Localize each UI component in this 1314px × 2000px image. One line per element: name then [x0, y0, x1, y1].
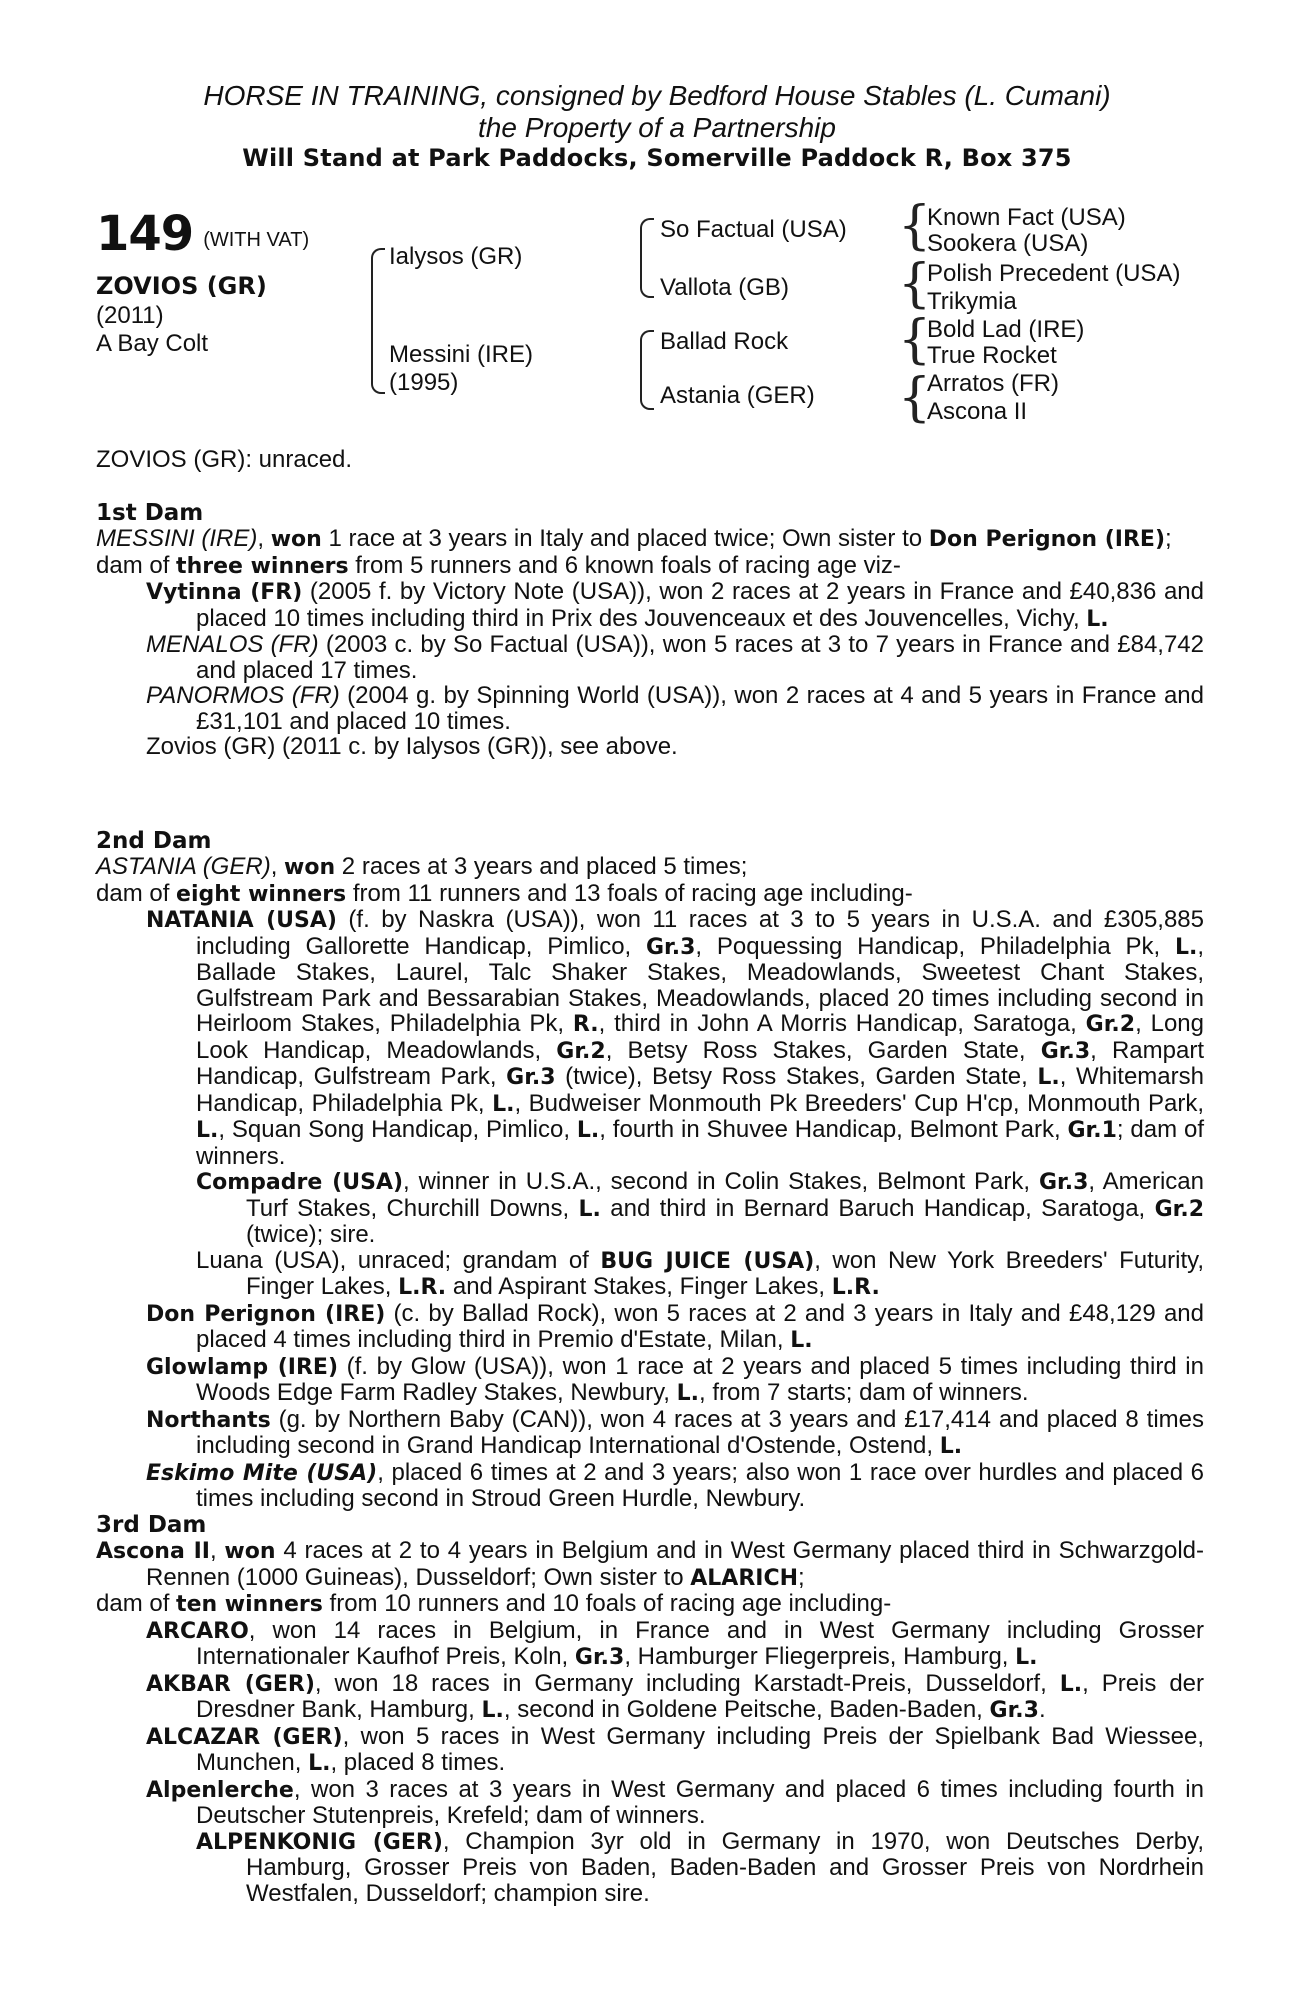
pedigree-dam-sire: Ballad Rock [660, 328, 789, 355]
pedigree-sire-dam: Vallota (GB) [660, 274, 789, 301]
produce-entry [96, 907, 1204, 1169]
text-run: , [209, 1537, 225, 1564]
third-dam-produce-list [96, 1618, 1204, 1907]
first-dam-intro [96, 526, 1204, 553]
text-run: and third in Bernard Baruch Handicap, Saratoga, [600, 1194, 1155, 1222]
emphasis-text: Eskimo Mite (USA) [146, 1460, 378, 1486]
horse-year: (2011) [96, 302, 164, 329]
text-run: , from 7 starts; dam of winners. [699, 1379, 1029, 1406]
text-run: , placed 8 times. [330, 1749, 506, 1776]
pedigree-g3-2: Sookera (USA) [927, 230, 1089, 257]
pedigree-sire: Ialysos (GR) [389, 243, 523, 270]
second-dam-produce-summary [96, 881, 1204, 908]
text-run: , Poquessing Handicap, Philadelphia Pk, [695, 932, 1175, 960]
emphasis-text: L. [1037, 1065, 1060, 1090]
emphasis-text: L. [308, 1751, 331, 1776]
text-run: dam of [96, 879, 177, 907]
pedigree-dam-dam: Astania (GER) [660, 382, 815, 409]
text-run: , Betsy Ross Stakes, Garden State, [605, 1036, 1041, 1064]
text-run: from 10 runners and 10 foals of racing age including- [322, 1590, 892, 1617]
produce-entry [96, 1407, 1204, 1460]
emphasis-text: Gr.2 [1154, 1196, 1204, 1222]
emphasis-text: L.R. [831, 1275, 880, 1300]
brace-g3-4: { [898, 368, 932, 428]
produce-entry [96, 632, 1204, 683]
emphasis-text: ASTANIA (GER) [96, 853, 271, 880]
brace-g3-1: { [898, 196, 932, 256]
emphasis-text: Gr.3 [1040, 1038, 1091, 1064]
emphasis-text: L. [939, 1434, 963, 1459]
pedigree-g3-7: Arratos (FR) [927, 370, 1059, 397]
text-run: , [270, 853, 285, 880]
emphasis-text: Gr.2 [1085, 1012, 1136, 1037]
emphasis-text: Vytinna (FR) [146, 580, 303, 605]
third-dam-section [96, 1512, 1204, 1906]
emphasis-text: Compadre (USA) [196, 1170, 404, 1195]
text-run: (c. by Ballad Rock), won 5 races at 2 and 3 years in Italy and £48,129 and placed 4 times including third in Premio d'Estate, Milan, [196, 1299, 1204, 1353]
bracket-sire-dam [371, 248, 385, 394]
emphasis-text: three winners [176, 553, 349, 579]
emphasis-text: L. [492, 1091, 515, 1117]
second-dam-intro [96, 854, 1204, 881]
third-dam-intro [96, 1538, 1204, 1591]
emphasis-text: won [284, 855, 336, 880]
lot-number-block [96, 206, 309, 262]
horse-name: ZOVIOS (GR) [96, 272, 267, 300]
text-run: , won 5 races in West Germany including Preis der Spielbank Bad Wiessee, Munchen, [196, 1722, 1204, 1776]
produce-entry [96, 734, 1204, 760]
emphasis-text: won [224, 1539, 276, 1564]
text-run: (twice), Betsy Ross Stakes, Garden State, [555, 1063, 1038, 1090]
produce-entry [96, 1724, 1204, 1777]
emphasis-text: L.R. [398, 1275, 447, 1300]
produce-entry [96, 579, 1204, 632]
third-dam-produce-summary [96, 1591, 1204, 1618]
vat-label: (WITH VAT) [203, 229, 310, 251]
text-run: . [1038, 1696, 1046, 1723]
emphasis-text: ALPENKONIG (GER) [196, 1829, 443, 1855]
text-run: , Long Look Handicap, Meadowlands, [196, 1010, 1204, 1064]
emphasis-text: L. [1086, 606, 1109, 632]
emphasis-text: eight winners [176, 881, 347, 907]
produce-entry [96, 1301, 1204, 1354]
second-dam-heading: 2nd Dam [96, 828, 212, 854]
emphasis-text: Gr.3 [506, 1065, 556, 1090]
text-run: Zovios (GR) (2011 c. by Ialysos (GR)), see above. [146, 733, 678, 760]
text-run: (2003 c. by So Factual (USA)), won 5 races at 3 to 7 years in France and £84,742 and placed 17 times. [196, 631, 1205, 684]
produce-entry [96, 1777, 1204, 1829]
text-run: , Budweiser Monmouth Pk Breeders' Cup H'cp, Monmouth Park, [514, 1089, 1204, 1117]
emphasis-text: Gr.3 [645, 934, 696, 960]
produce-sub-entry [96, 1248, 1204, 1301]
emphasis-text: Gr.3 [1038, 1170, 1089, 1195]
header-location: Will Stand at Park Paddocks, Somerville Paddock R, Box 375 [242, 144, 1072, 172]
header-consignor: HORSE IN TRAINING, consigned by Bedford House Stables (L. Cumani) [203, 80, 1111, 111]
emphasis-text: Gr.1 [1067, 1118, 1117, 1143]
racing-note: ZOVIOS (GR): unraced. [96, 446, 353, 473]
emphasis-text: Ascona II [96, 1539, 210, 1564]
bracket-dam-parents [640, 330, 654, 410]
text-run: 1 race at 3 years in Italy and placed twice; Own sister to [321, 525, 929, 552]
emphasis-text: Don Perignon (IRE) [146, 1301, 386, 1327]
emphasis-text: R. [572, 1012, 599, 1037]
pedigree-g3-4: Trikymia [927, 288, 1017, 315]
bracket-sire-parents [640, 218, 654, 298]
emphasis-text: L. [1174, 934, 1198, 960]
emphasis-text: L. [576, 1118, 600, 1143]
emphasis-text: ARCARO [146, 1618, 249, 1644]
brace-g3-3: { [898, 310, 932, 370]
text-run: (twice); sire. [246, 1221, 376, 1248]
emphasis-text: Northants [146, 1407, 271, 1433]
text-run: , winner in U.S.A., second in Colin Stakes, Belmont Park, [403, 1168, 1039, 1195]
emphasis-text: Gr.2 [556, 1038, 606, 1064]
produce-entry [96, 1618, 1204, 1671]
emphasis-text: ALCAZAR (GER) [146, 1724, 343, 1750]
emphasis-text: MENALOS (FR) [146, 631, 319, 658]
emphasis-text: L. [481, 1698, 504, 1723]
text-run: , won 3 races at 3 years in West Germany and placed 6 times including fourth in Deutscher Stutenpreis, Krefeld; dam of winners. [196, 1775, 1204, 1829]
text-run: and Aspirant Stakes, Finger Lakes, [446, 1273, 832, 1300]
horse-description: A Bay Colt [96, 330, 209, 357]
emphasis-text: AKBAR (GER) [146, 1671, 315, 1697]
text-run: from 11 runners and 13 foals of racing age including- [346, 879, 913, 907]
text-run: (2004 g. by Spinning World (USA)), won 2 races at 4 and 5 years in France and £31,101 and placed 10 times. [196, 682, 1204, 735]
text-run: , Hamburger Fliegerpreis, Hamburg, [624, 1643, 1016, 1670]
text-run: (f. by Glow (USA)), won 1 race at 2 years and placed 5 times including third in Woods Edge Farm Radley Stakes, Newbury, [196, 1352, 1204, 1406]
text-run: 4 races at 2 to 4 years in Belgium and in West Germany placed third in Schwarzgold-Rennen (1000 Guineas), Dusseldorf; Own sister to [146, 1537, 1204, 1591]
brace-g3-2: { [898, 254, 932, 314]
text-run: , fourth in Shuvee Handicap, Belmont Park, [599, 1116, 1068, 1143]
emphasis-text: L. [1059, 1671, 1083, 1697]
text-run: (g. by Northern Baby (CAN)), won 4 races at 3 years and £17,414 and placed 8 times including second in Grand Handicap International d'Ostende, Ostend, [196, 1405, 1204, 1459]
text-run: ; [798, 1563, 805, 1591]
emphasis-text: BUG JUICE (USA) [600, 1248, 815, 1274]
header-ownership: the Property of a Partnership [478, 112, 836, 143]
text-run: , Preis der Dresdner Bank, Hamburg, [196, 1669, 1205, 1723]
emphasis-text: L. [676, 1381, 700, 1406]
emphasis-text: ALARICH [690, 1565, 799, 1591]
emphasis-text: NATANIA (USA) [146, 908, 337, 933]
second-dam-section [96, 828, 1204, 1512]
produce-sub-entry [96, 1829, 1204, 1907]
emphasis-text: Glowlamp (IRE) [146, 1354, 338, 1380]
text-run: ; [1165, 525, 1172, 552]
emphasis-text: ten winners [176, 1592, 323, 1617]
text-run: , American Turf Stakes, Churchill Downs, [246, 1168, 1204, 1222]
pedigree-sire-sire: So Factual (USA) [660, 216, 847, 243]
emphasis-text: L. [578, 1196, 601, 1222]
emphasis-text: won [270, 527, 322, 552]
text-run: , won 14 races in Belgium, in France and in West Germany including Grosser Internationaler Kaufhof Preis, Koln, [196, 1616, 1204, 1670]
produce-entry [96, 1671, 1204, 1724]
text-run: , third in John A Morris Handicap, Saratoga, [598, 1010, 1086, 1037]
text-run: ; dam of winners. [196, 1116, 1204, 1170]
text-run: , Champion 3yr old in Germany in 1970, won Deutsches Derby, Hamburg, Grosser Preis von Baden, Baden-Baden and Grosser Preis von Nordrhein Westfalen, Dusseldorf; champion sire. [246, 1827, 1205, 1907]
emphasis-text: L. [196, 1118, 219, 1143]
text-run: , won 18 races in Germany including Karstadt-Preis, Dusseldorf, [314, 1669, 1060, 1697]
text-run: dam of [96, 1590, 177, 1617]
first-dam-heading: 1st Dam [96, 500, 204, 526]
first-dam-section [96, 500, 1204, 760]
text-run: , won New York Breeders' Futurity, Finger Lakes, [246, 1246, 1205, 1300]
produce-sub-entry [96, 1169, 1204, 1248]
text-run: , Whitemarsh Handicap, Philadelphia Pk, [196, 1063, 1204, 1117]
emphasis-text: Alpenlerche [146, 1777, 294, 1803]
pedigree-dam: Messini (IRE) [389, 341, 534, 368]
produce-entry [96, 1460, 1204, 1512]
text-run: , placed 6 times at 2 and 3 years; also won 1 race over hurdles and placed 6 times including second in Stroud Green Hurdle, Newbury. [196, 1458, 1204, 1512]
emphasis-text: Don Perignon (IRE) [928, 527, 1165, 552]
emphasis-text: MESSINI (IRE) [96, 525, 258, 552]
first-dam-produce-summary [96, 553, 1204, 580]
emphasis-text: L. [1015, 1645, 1038, 1670]
emphasis-text: L. [790, 1328, 813, 1353]
text-run: Luana (USA), unraced; grandam of [196, 1246, 601, 1274]
text-run: , Ballade Stakes, Laurel, Talc Shaker Stakes, Meadowlands, Sweetest Chant Stakes, Gulfstream Park and Bessarabian Stakes, Meadowlands, placed 20 times including second in Heirloom Stakes, Philadelphia Pk, [196, 932, 1204, 1037]
text-run: (f. by Naskra (USA)), won 11 races at 3 to 5 years in U.S.A. and £305,885 including Gallorette Handicap, Pimlico, [196, 906, 1205, 960]
second-dam-produce-list [96, 907, 1204, 1512]
text-run: , Rampart Handicap, Gulfstream Park, [196, 1036, 1204, 1090]
pedigree-g3-6: True Rocket [927, 342, 1057, 369]
text-run: dam of [96, 551, 177, 579]
emphasis-text: Gr.3 [989, 1698, 1039, 1723]
third-dam-heading: 3rd Dam [96, 1512, 207, 1538]
text-run: from 5 runners and 6 known foals of racing age viz- [348, 551, 901, 579]
emphasis-text: Gr.3 [574, 1645, 625, 1670]
produce-entry [96, 1354, 1204, 1407]
produce-entry [96, 683, 1204, 734]
text-run: , second in Goldene Peitsche, Baden-Baden, [503, 1696, 990, 1723]
text-run: , [257, 525, 271, 552]
text-run: , Squan Song Handicap, Pimlico, [218, 1116, 577, 1143]
text-run: 2 races at 3 years and placed 5 times; [335, 853, 748, 880]
text-run: (2005 f. by Victory Note (USA)), won 2 races at 2 years in France and £40,836 and placed 10 times including third in Prix des Jouvenceaux et des Jouvencelles, Vichy, [196, 578, 1204, 632]
pedigree-g3-5: Bold Lad (IRE) [927, 316, 1085, 343]
pedigree-g3-3: Polish Precedent (USA) [927, 260, 1181, 287]
pedigree-g3-1: Known Fact (USA) [927, 204, 1126, 231]
lot-number: 149 [96, 206, 194, 262]
emphasis-text: PANORMOS (FR) [146, 682, 340, 709]
pedigree-dam-year: (1995) [389, 369, 459, 396]
pedigree-g3-8: Ascona II [927, 398, 1028, 425]
